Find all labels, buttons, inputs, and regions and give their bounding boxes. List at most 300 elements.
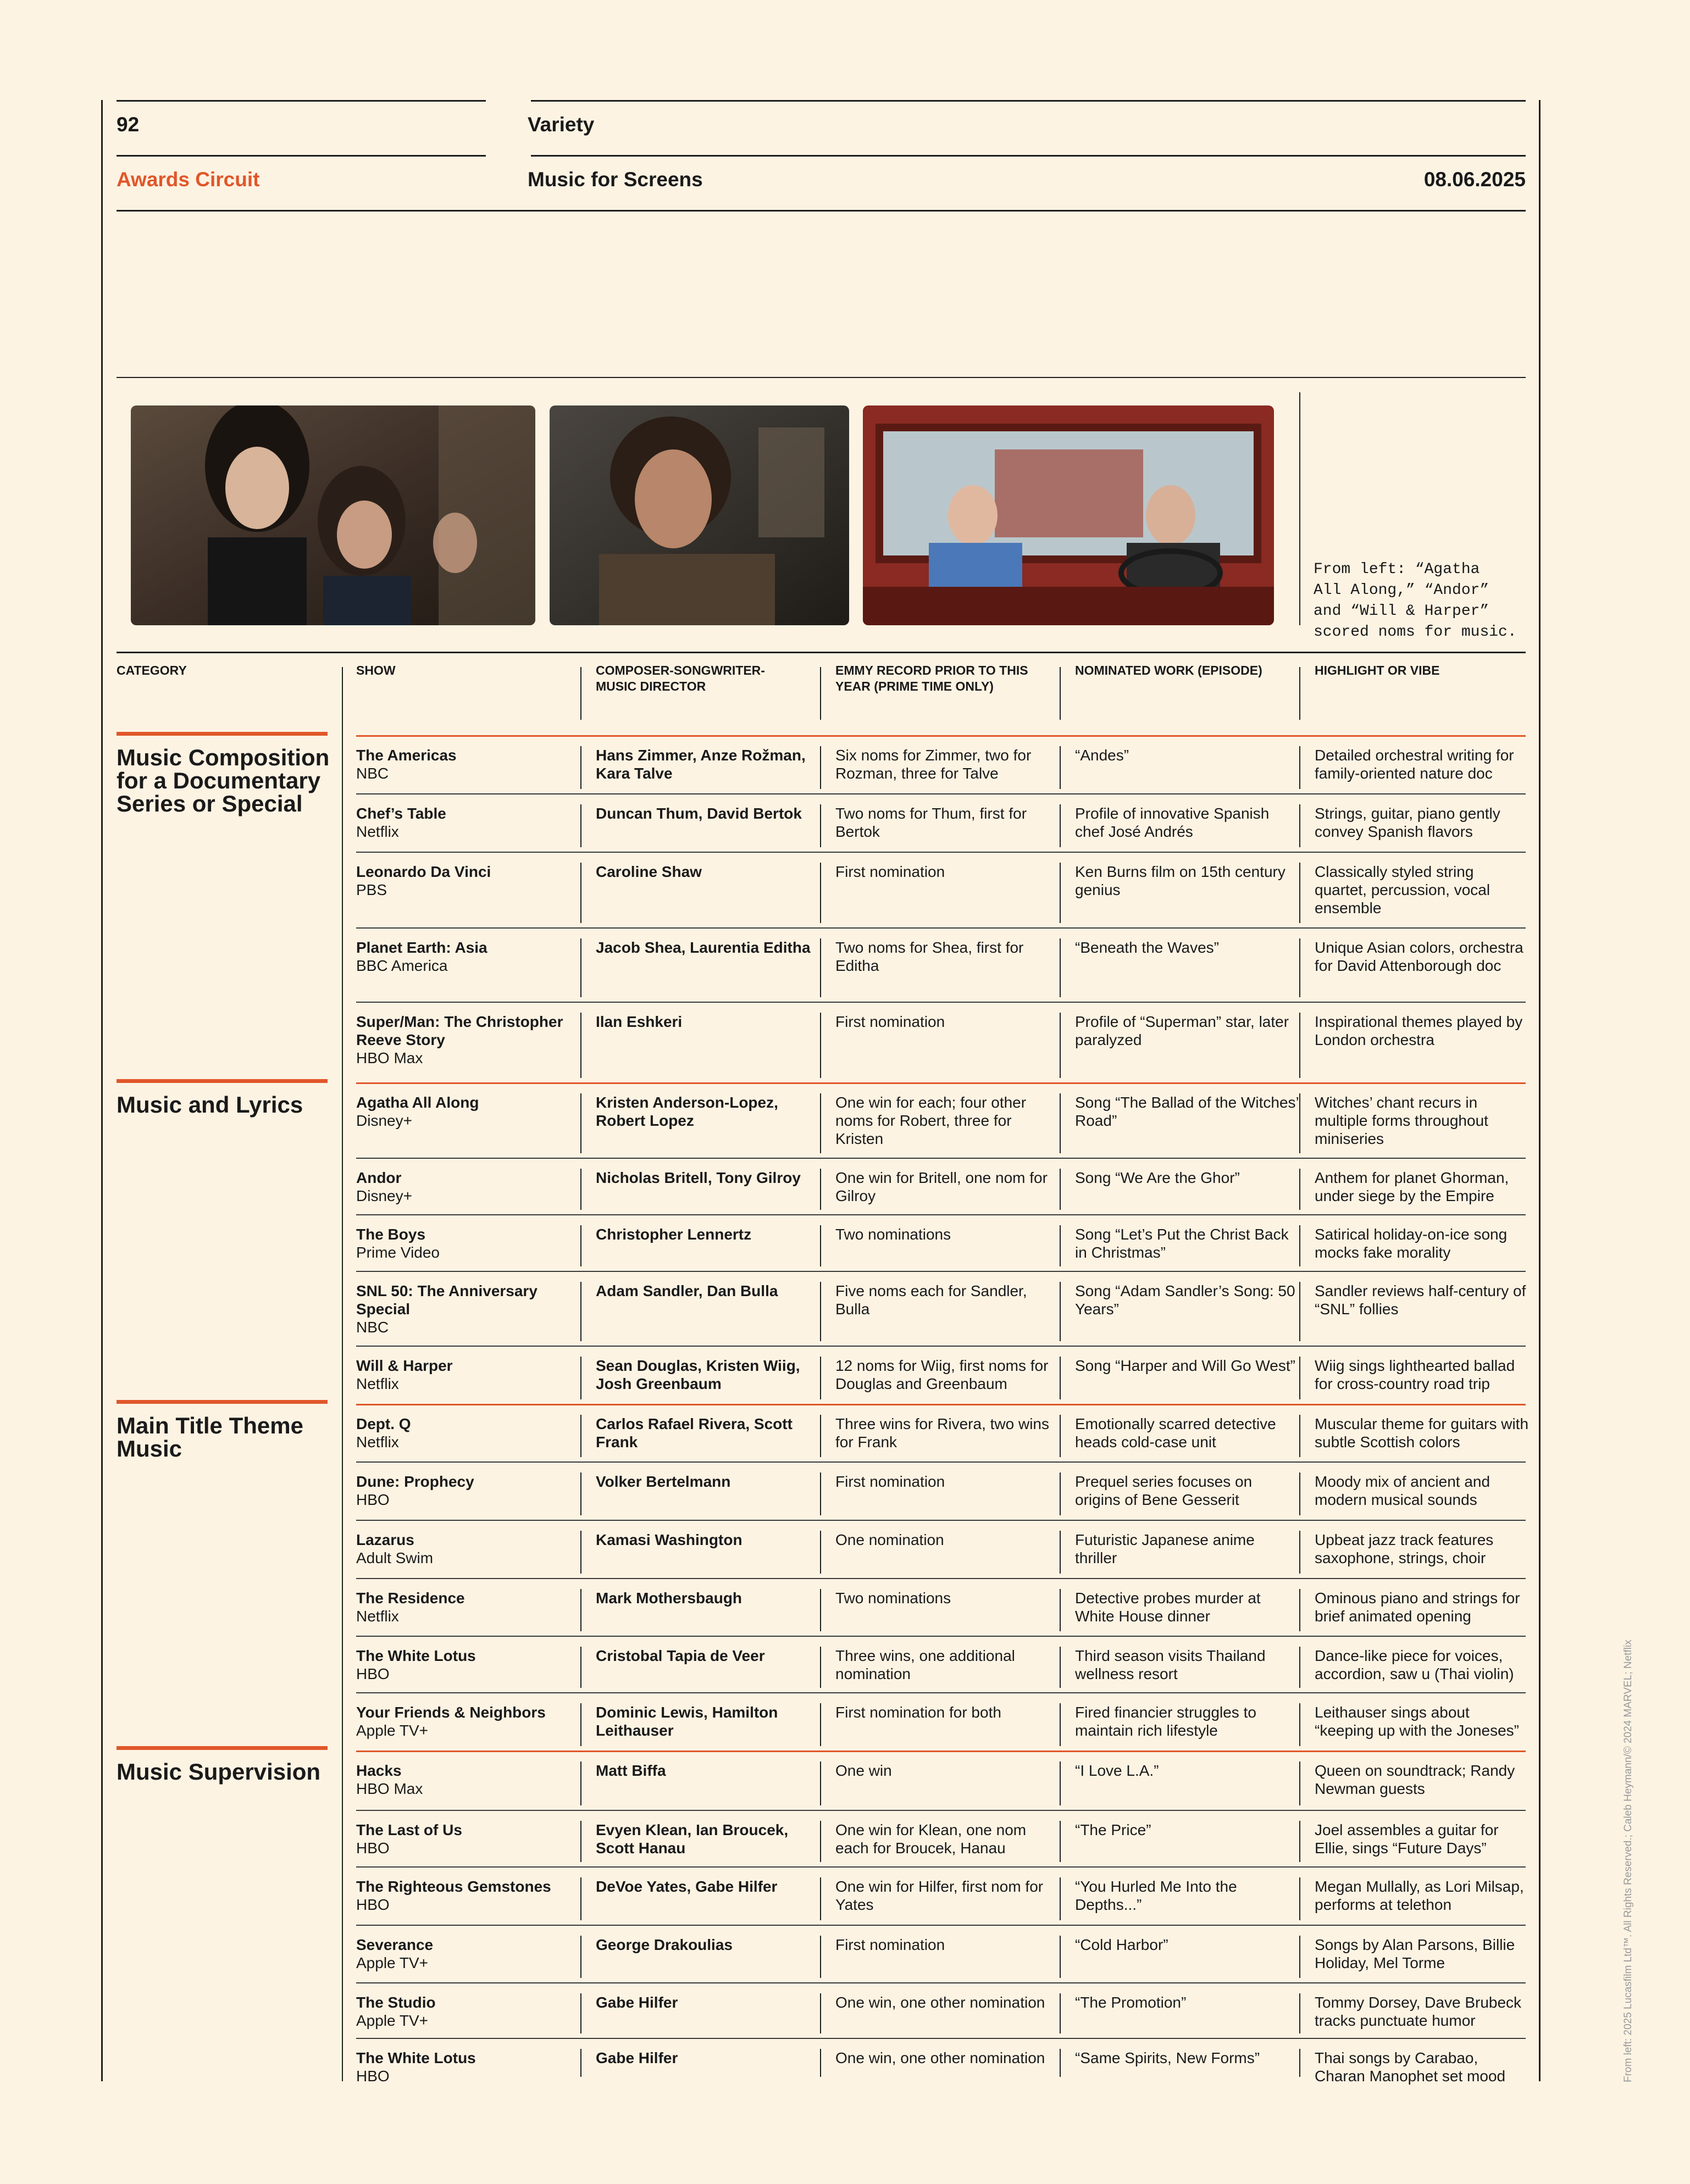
cell-record: Two nominations	[835, 1226, 951, 1243]
show-title: Your Friends & Neighbors	[356, 1704, 546, 1721]
column-header-composer: COMPOSER-SONGWRITER-MUSIC DIRECTOR	[596, 663, 765, 693]
cell-vibe: Upbeat jazz track features saxophone, strings, choir	[1315, 1531, 1494, 1566]
row-separator	[356, 2038, 1526, 2039]
table-row	[356, 1002, 1526, 1082]
show-title: The Americas	[356, 747, 457, 764]
show-network: BBC America	[356, 957, 448, 974]
cell-composer: Sean Douglas, Kristen Wiig, Josh Greenbaum	[596, 1357, 800, 1392]
row-separator	[356, 927, 1526, 929]
column-divider	[580, 1761, 581, 1805]
cell-show	[356, 1013, 581, 1067]
cell-show	[356, 1357, 581, 1393]
column-divider	[1299, 746, 1300, 789]
column-divider	[1060, 863, 1061, 923]
column-divider	[1060, 1761, 1061, 1805]
table-row	[356, 1346, 1526, 1404]
column-divider	[1060, 1703, 1061, 1746]
cell-vibe: Queen on soundtrack; Randy Newman guests	[1315, 1762, 1515, 1797]
cell-record: Five noms each for Sandler, Bulla	[835, 1282, 1027, 1318]
cell-show	[356, 1703, 581, 1740]
column-header-vibe: HIGHLIGHT OR VIBE	[1315, 663, 1440, 677]
cell-record: One nomination	[835, 1531, 944, 1548]
show-network: Netflix	[356, 1608, 399, 1625]
cell-show	[356, 804, 581, 841]
show-network: Netflix	[356, 823, 399, 840]
show-title: The Studio	[356, 1994, 436, 2011]
header-rule-top-left	[117, 100, 486, 102]
show-title: Planet Earth: Asia	[356, 939, 487, 956]
cell-composer: Cristobal Tapia de Veer	[596, 1647, 765, 1664]
cell-show	[356, 1993, 581, 2030]
column-divider	[820, 1531, 821, 1574]
header-rule-mid-left	[117, 155, 486, 157]
cell-work: “You Hurled Me Into the Depths...”	[1075, 1878, 1237, 1913]
column-divider	[820, 938, 821, 997]
cell-composer: Gabe Hilfer	[596, 1994, 678, 2011]
cell-show	[356, 1821, 581, 1857]
show-title: The Residence	[356, 1590, 465, 1607]
column-header-work: NOMINATED WORK (EPISODE)	[1075, 663, 1262, 677]
show-title: Severance	[356, 1936, 434, 1953]
row-separator	[356, 1578, 1526, 1579]
cell-vibe: Tommy Dorsey, Dave Brubeck tracks punctuate humor	[1315, 1994, 1522, 2029]
cell-show	[356, 938, 581, 975]
cell-work: Third season visits Thailand wellness resort	[1075, 1647, 1266, 1682]
cell-record: 12 noms for Wiig, first noms for Douglas and Greenbaum	[835, 1357, 1049, 1392]
show-network: HBO Max	[356, 1049, 423, 1066]
column-divider	[580, 1877, 581, 1920]
cell-record: One win for each; four other noms for Robert, three for Kristen	[835, 1094, 1027, 1147]
cell-vibe: Anthem for planet Ghorman, under siege by the Empire	[1315, 1169, 1509, 1204]
column-divider	[580, 804, 581, 847]
header-divider-2	[820, 667, 821, 720]
category-supervision: Music Supervision	[117, 1759, 321, 1785]
table-row	[356, 1404, 1529, 1461]
cell-work: Profile of innovative Spanish chef José Andrés	[1075, 805, 1270, 840]
row-separator	[356, 1520, 1526, 1521]
header-divider-4	[1299, 667, 1300, 720]
show-network: HBO Max	[356, 1780, 423, 1797]
cell-vibe: Dance-like piece for voices, accordion, saw u (Thai violin)	[1315, 1647, 1514, 1682]
row-separator	[356, 1925, 1526, 1926]
cell-vibe: Witches’ chant recurs in multiple forms throughout miniseries	[1315, 1094, 1488, 1147]
cell-vibe: Wiig sings lighthearted ballad for cross-country road trip	[1315, 1357, 1515, 1392]
cell-record: One win for Britell, one nom for Gilroy	[835, 1169, 1048, 1204]
category-bar-lyrics	[117, 1079, 328, 1083]
column-divider	[820, 1013, 821, 1078]
column-divider	[580, 1703, 581, 1746]
cell-composer: Adam Sandler, Dan Bulla	[596, 1282, 778, 1299]
cell-vibe: Satirical holiday-on-ice song mocks fake morality	[1315, 1226, 1508, 1261]
column-divider	[1299, 1169, 1300, 1210]
show-title: The White Lotus	[356, 2049, 476, 2066]
cell-composer: DeVoe Yates, Gabe Hilfer	[596, 1878, 778, 1895]
column-divider	[580, 1169, 581, 1210]
category-doc: Music Composition for a Documentary Series or Special	[117, 744, 330, 816]
column-divider	[1299, 1415, 1300, 1457]
table-row	[356, 1810, 1526, 1866]
show-network: HBO	[356, 1491, 390, 1508]
cell-composer: Volker Bertelmann	[596, 1473, 731, 1490]
column-divider	[1060, 2049, 1061, 2077]
column-divider	[1060, 1472, 1061, 1515]
cell-record: Two nominations	[835, 1590, 951, 1607]
column-divider	[1299, 1936, 1300, 1978]
cell-show	[356, 863, 581, 899]
row-separator	[356, 1982, 1526, 1983]
cell-work: Emotionally scarred detective heads cold-case unit	[1075, 1415, 1276, 1451]
cell-show	[356, 1531, 581, 1567]
cell-vibe: Classically styled string quartet, percussion, vocal ensemble	[1315, 863, 1490, 916]
cell-vibe: Leithauser sings about “keeping up with the Joneses”	[1315, 1704, 1519, 1739]
cell-composer: Duncan Thum, David Bertok	[596, 805, 802, 822]
cell-vibe: Strings, guitar, piano gently convey Spanish flavors	[1315, 805, 1500, 840]
row-separator	[356, 1636, 1526, 1637]
column-divider	[1060, 1093, 1061, 1153]
show-network: Disney+	[356, 1112, 412, 1129]
cell-work: Song “Adam Sandler’s Song: 50 Years”	[1075, 1282, 1295, 1318]
column-divider	[1060, 938, 1061, 997]
show-title: Agatha All Along	[356, 1094, 479, 1111]
caption-line-2: All Along,” “Andor”	[1314, 582, 1489, 599]
show-network: Apple TV+	[356, 1722, 429, 1739]
cell-composer: Kristen Anderson-Lopez, Robert Lopez	[596, 1094, 778, 1129]
column-divider	[580, 1821, 581, 1862]
cell-record: Three wins, one additional nomination	[835, 1647, 1015, 1682]
cell-record: First nomination	[835, 1473, 945, 1490]
header-divider-1	[580, 667, 581, 720]
column-divider	[1060, 1821, 1061, 1862]
column-divider	[580, 1647, 581, 1688]
cell-work: “Beneath the Waves”	[1075, 939, 1219, 956]
row-separator	[356, 1404, 1526, 1405]
show-title: SNL 50: The Anniversary Special	[356, 1282, 538, 1318]
caption-line-1: From left: “Agatha	[1314, 561, 1480, 578]
column-header-category: CATEGORY	[117, 663, 187, 677]
cell-composer: George Drakoulias	[596, 1936, 733, 1953]
column-divider	[1299, 1761, 1300, 1805]
table-row	[356, 1461, 1526, 1520]
column-divider	[1060, 746, 1061, 789]
show-title: The Righteous Gemstones	[356, 1878, 551, 1895]
table-row	[356, 1866, 1526, 1925]
show-network: PBS	[356, 881, 387, 898]
table-row	[356, 1158, 1526, 1214]
cell-vibe: Songs by Alan Parsons, Billie Holiday, Mel Torme	[1315, 1936, 1515, 1971]
column-divider	[1060, 1225, 1061, 1266]
column-divider	[1299, 1703, 1300, 1746]
cell-composer: Hans Zimmer, Anze Rožman, Kara Talve	[596, 747, 806, 782]
andor-photo	[550, 405, 849, 625]
column-divider	[820, 1936, 821, 1978]
show-title: Leonardo Da Vinci	[356, 863, 491, 880]
cell-record: One win for Klean, one nom each for Broucek, Hanau	[835, 1821, 1027, 1857]
column-divider	[820, 1169, 821, 1210]
row-separator	[356, 1271, 1526, 1272]
table-row	[356, 1214, 1526, 1271]
column-divider	[1299, 1013, 1300, 1078]
cell-work: “Andes”	[1075, 747, 1129, 764]
column-divider	[1299, 1357, 1300, 1399]
show-network: Apple TV+	[356, 1954, 429, 1971]
row-separator	[356, 793, 1526, 794]
column-header-record: EMMY RECORD PRIOR TO THIS YEAR (PRIME TIME ONLY)	[835, 663, 1028, 693]
cell-record: One win	[835, 1762, 892, 1779]
cell-work: Ken Burns film on 15th century genius	[1075, 863, 1285, 898]
category-column-rule	[342, 667, 343, 2081]
right-margin-rule	[1539, 100, 1541, 2081]
column-divider	[1060, 1531, 1061, 1574]
row-separator	[356, 1866, 1526, 1868]
table-row	[356, 2038, 1526, 2085]
cell-record: Two noms for Thum, first for Bertok	[835, 805, 1027, 840]
table-row	[356, 1692, 1526, 1750]
show-network: HBO	[356, 1840, 390, 1857]
show-network: HBO	[356, 1896, 390, 1913]
caption-rule	[1299, 392, 1300, 625]
cell-show	[356, 1472, 581, 1509]
column-divider	[1299, 1225, 1300, 1266]
cell-show	[356, 2049, 581, 2085]
header-divider-3	[1060, 667, 1061, 720]
show-title: The Boys	[356, 1226, 426, 1243]
column-divider	[1060, 1013, 1061, 1078]
column-divider	[1299, 2049, 1300, 2077]
table-row	[356, 1925, 1526, 1982]
column-divider	[820, 863, 821, 923]
cell-work: Prequel series focuses on origins of Bene Gesserit	[1075, 1473, 1253, 1508]
row-separator	[356, 1082, 1526, 1084]
column-divider	[1299, 1093, 1300, 1153]
cell-composer: Evyen Klean, Ian Broucek, Scott Hanau	[596, 1821, 789, 1857]
cell-record: First nomination for both	[835, 1704, 1001, 1721]
column-divider	[820, 1821, 821, 1862]
cell-record: First nomination	[835, 1936, 945, 1953]
agatha-photo	[131, 405, 535, 625]
cell-composer: Ilan Eshkeri	[596, 1013, 683, 1030]
cell-show	[356, 1589, 581, 1625]
cell-record: Two noms for Shea, first for Editha	[835, 939, 1024, 974]
column-divider	[1299, 804, 1300, 847]
cell-work: “Cold Harbor”	[1075, 1936, 1168, 1953]
cell-vibe: Sandler reviews half-century of “SNL” follies	[1315, 1282, 1526, 1318]
cell-vibe: Moody mix of ancient and modern musical sounds	[1315, 1473, 1490, 1508]
table-top-rule	[117, 652, 1526, 653]
cell-work: Song “Let’s Put the Christ Back in Christmas”	[1075, 1226, 1289, 1261]
cell-vibe: Ominous piano and strings for brief animated opening	[1315, 1590, 1520, 1625]
cell-work: Song “The Ballad of the Witches’ Road”	[1075, 1094, 1299, 1129]
column-divider	[1060, 1357, 1061, 1399]
page-title: Music for Screens	[528, 168, 703, 191]
table-row	[356, 852, 1526, 927]
column-divider	[1299, 1877, 1300, 1920]
column-divider	[580, 1589, 581, 1631]
column-divider	[820, 1589, 821, 1631]
photo-caption	[1314, 559, 1522, 643]
cell-show	[356, 1415, 581, 1451]
table-row	[356, 1520, 1526, 1578]
column-divider	[820, 1357, 821, 1399]
column-divider	[820, 2049, 821, 2077]
category-bar-doc	[117, 732, 328, 736]
publication-name: Variety	[528, 113, 595, 136]
show-title: Lazarus	[356, 1531, 414, 1548]
cell-record: Three wins for Rivera, two wins for Frank	[835, 1415, 1050, 1451]
column-divider	[580, 1013, 581, 1078]
cell-vibe: Muscular theme for guitars with subtle Scottish colors	[1315, 1415, 1529, 1451]
cell-show	[356, 1936, 581, 1972]
column-divider	[580, 863, 581, 923]
table-row	[356, 1271, 1526, 1346]
cell-composer: Matt Biffa	[596, 1762, 666, 1779]
show-network: Apple TV+	[356, 2012, 429, 2029]
cell-work: “Same Spirits, New Forms”	[1075, 2049, 1260, 2066]
cell-composer: Christopher Lennertz	[596, 1226, 752, 1243]
column-divider	[820, 1282, 821, 1341]
show-network: HBO	[356, 1665, 390, 1682]
cell-record: One win for Hilfer, first nom for Yates	[835, 1878, 1044, 1913]
cell-composer: Nicholas Britell, Tony Gilroy	[596, 1169, 801, 1186]
cell-work: “I Love L.A.”	[1075, 1762, 1159, 1779]
show-title: Will & Harper	[356, 1357, 453, 1374]
column-divider	[820, 1761, 821, 1805]
column-divider	[820, 1647, 821, 1688]
column-header-show: SHOW	[356, 663, 396, 677]
table-row	[356, 735, 1526, 793]
column-divider	[580, 1993, 581, 2033]
column-divider	[1299, 938, 1300, 997]
show-title: Hacks	[356, 1762, 402, 1779]
cell-record: One win, one other nomination	[835, 2049, 1045, 2066]
show-title: Super/Man: The Christopher Reeve Story	[356, 1013, 563, 1048]
cell-vibe: Detailed orchestral writing for family-oriented nature doc	[1315, 747, 1514, 782]
cell-work: Song “We Are the Ghor”	[1075, 1169, 1240, 1186]
show-network: Netflix	[356, 1433, 399, 1451]
cell-work: Futuristic Japanese anime thriller	[1075, 1531, 1255, 1566]
column-divider	[1060, 804, 1061, 847]
cell-composer: Caroline Shaw	[596, 863, 702, 880]
column-divider	[1299, 1647, 1300, 1688]
column-divider	[1299, 1472, 1300, 1515]
table-row	[356, 1578, 1526, 1636]
cell-composer: Jacob Shea, Laurentia Editha	[596, 939, 811, 956]
cell-record: One win, one other nomination	[835, 1994, 1045, 2011]
cell-record: First nomination	[835, 1013, 945, 1030]
column-divider	[820, 1993, 821, 2033]
header-rule-mid-right	[531, 155, 1526, 157]
column-divider	[580, 938, 581, 997]
column-divider	[580, 1531, 581, 1574]
photo-credit: From left: 2025 Lucasfilm Ltd™. All Rights Reserved.; Caleb Heymann/© 2024 MARVEL; Netflix	[1622, 1640, 1634, 2082]
cell-show	[356, 1282, 581, 1336]
column-divider	[1299, 1821, 1300, 1862]
cell-show	[356, 1647, 581, 1683]
column-divider	[1060, 1936, 1061, 1978]
table-row	[356, 927, 1526, 1002]
column-divider	[1299, 1531, 1300, 1574]
column-divider	[1060, 1993, 1061, 2033]
cell-show	[356, 1761, 581, 1798]
will-harper-photo	[863, 405, 1274, 625]
cell-work: Fired financier struggles to maintain rich lifestyle	[1075, 1704, 1256, 1739]
show-network: NBC	[356, 765, 389, 782]
column-divider	[580, 1415, 581, 1457]
category-lyrics: Music and Lyrics	[117, 1092, 303, 1118]
row-separator	[356, 1692, 1526, 1693]
show-title: The Last of Us	[356, 1821, 462, 1838]
row-separator	[356, 1346, 1526, 1347]
table-row	[356, 1636, 1526, 1692]
column-divider	[1060, 1589, 1061, 1631]
category-bar-theme	[117, 1400, 328, 1404]
row-separator	[356, 735, 1526, 737]
column-divider	[820, 1877, 821, 1920]
cell-show	[356, 1093, 581, 1130]
column-divider	[1299, 863, 1300, 923]
caption-line-4: scored noms for music.	[1314, 624, 1517, 641]
row-separator	[356, 1810, 1526, 1811]
cell-vibe: Thai songs by Carabao, Charan Manophet set mood	[1315, 2049, 1506, 2085]
column-divider	[820, 1093, 821, 1153]
table-row	[356, 1750, 1526, 1810]
show-network: Netflix	[356, 1375, 399, 1392]
row-separator	[356, 1002, 1526, 1003]
show-network: HBO	[356, 2068, 390, 2085]
show-network: Adult Swim	[356, 1549, 434, 1566]
column-divider	[1299, 1993, 1300, 2033]
cell-show	[356, 1877, 581, 1914]
column-divider	[580, 2049, 581, 2077]
cell-vibe: Megan Mullally, as Lori Milsap, performs at telethon	[1315, 1878, 1524, 1913]
show-network: Disney+	[356, 1187, 412, 1204]
column-divider	[580, 1093, 581, 1153]
caption-line-3: and “Will & Harper”	[1314, 603, 1489, 620]
cell-show	[356, 1225, 581, 1262]
photo-section-top-rule	[117, 377, 1526, 378]
row-separator	[356, 1214, 1526, 1215]
column-divider	[820, 1225, 821, 1266]
cell-composer: Gabe Hilfer	[596, 2049, 678, 2066]
cell-vibe: Unique Asian colors, orchestra for David Attenborough doc	[1315, 939, 1523, 974]
cell-record: Six noms for Zimmer, two for Rozman, three for Talve	[835, 747, 1032, 782]
column-divider	[1060, 1877, 1061, 1920]
header-rule-bottom	[117, 210, 1526, 212]
left-margin-rule	[101, 100, 103, 2081]
cell-work: Song “Harper and Will Go West”	[1075, 1357, 1295, 1374]
cell-work: “The Promotion”	[1075, 1994, 1187, 2011]
table-row	[356, 793, 1526, 852]
column-divider	[820, 746, 821, 789]
column-divider	[580, 1936, 581, 1978]
show-title: The White Lotus	[356, 1647, 476, 1664]
column-divider	[1299, 1589, 1300, 1631]
column-divider	[580, 746, 581, 789]
cell-vibe: Inspirational themes played by London orchestra	[1315, 1013, 1523, 1048]
cell-work: Detective probes murder at White House dinner	[1075, 1590, 1261, 1625]
column-divider	[1060, 1169, 1061, 1210]
row-separator	[356, 852, 1526, 853]
category-theme: Main Title Theme Music	[117, 1413, 303, 1461]
cell-composer: Mark Mothersbaugh	[596, 1590, 743, 1607]
cell-record: First nomination	[835, 863, 945, 880]
issue-date: 08.06.2025	[1423, 168, 1526, 191]
header-rule-top-right	[531, 100, 1526, 102]
show-title: Andor	[356, 1169, 402, 1186]
column-divider	[580, 1472, 581, 1515]
cell-composer: Carlos Rafael Rivera, Scott Frank	[596, 1415, 793, 1451]
column-divider	[1060, 1647, 1061, 1688]
column-divider	[820, 1472, 821, 1515]
